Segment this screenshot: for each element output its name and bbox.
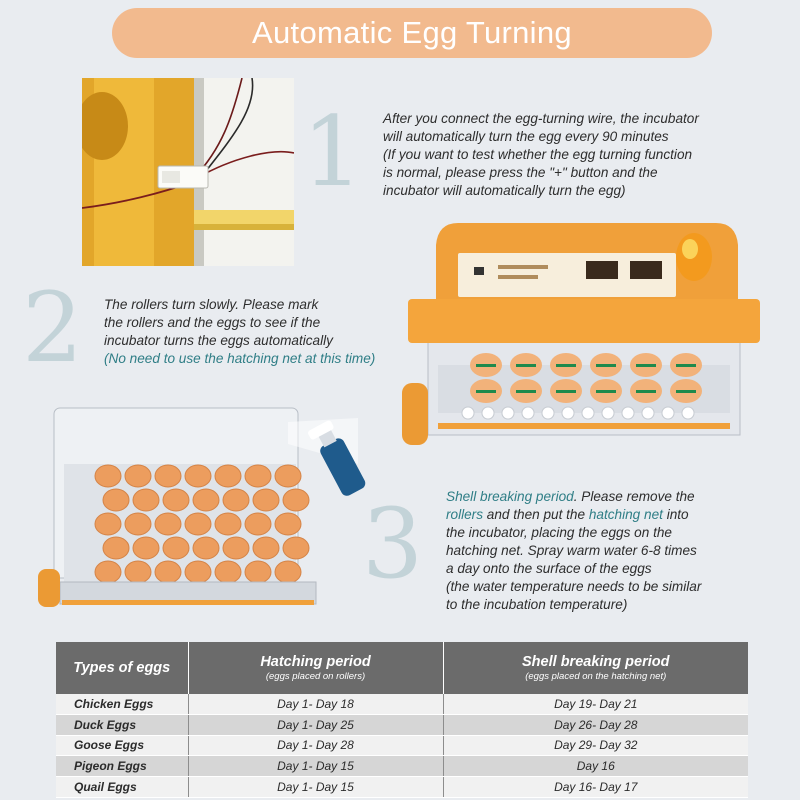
step-1-text: [383, 110, 699, 200]
egg-mark: [636, 364, 656, 367]
egg-mark: [676, 390, 696, 393]
egg-shape: [253, 489, 279, 511]
egg-shape: [193, 537, 219, 559]
table-row: [56, 735, 748, 756]
table-row: [56, 777, 748, 798]
egg-mark: [476, 364, 496, 367]
egg-mark: [676, 364, 696, 367]
egg-shape: [155, 465, 181, 487]
shell-cell: Day 19- Day 21: [443, 694, 748, 714]
egg-shape: [163, 537, 189, 559]
egg-shape: [125, 513, 151, 535]
egg-shape: [215, 513, 241, 535]
egg-shape: [125, 561, 151, 583]
egg-shape: [253, 537, 279, 559]
egg-shape: [133, 537, 159, 559]
egg-mark: [516, 390, 536, 393]
egg-shape: [103, 537, 129, 559]
egg-shape: [283, 537, 309, 559]
egg-mark: [476, 390, 496, 393]
column-header-hatching: [188, 642, 443, 694]
egg-mark: [636, 390, 656, 393]
egg-shape: [193, 489, 219, 511]
step-1-line: After you connect the egg-turning wire, the incubator: [383, 111, 699, 126]
egg-mark: [556, 364, 576, 367]
header-sublabel: (eggs placed on the hatching net): [525, 671, 667, 682]
roller-gear: [482, 407, 494, 419]
wire-connector-photo: [82, 78, 294, 266]
egg-shape: [215, 561, 241, 583]
egg-shape: [163, 489, 189, 511]
table-header-row: [56, 642, 748, 694]
incubator-rollers-photo: [398, 215, 770, 447]
step-2-note: (No need to use the hatching net at this time): [104, 351, 376, 366]
egg-mark: [556, 390, 576, 393]
egg-shape: [155, 561, 181, 583]
egg-shape: [185, 561, 211, 583]
roller-gear: [502, 407, 514, 419]
step-1-line: will automatically turn the egg every 90 minutes: [383, 129, 669, 144]
egg-shape: [95, 561, 121, 583]
step-3-line: the incubator, placing the eggs on the: [446, 525, 672, 540]
egg-shape: [95, 513, 121, 535]
step-3-line: [446, 488, 701, 506]
step-1-line: incubator will automatically turn the egg): [383, 183, 626, 198]
step-3-line: hatching net. Spray warm water 6-8 times: [446, 543, 697, 558]
header-label: Shell breaking period: [522, 654, 670, 670]
egg-mark: [516, 364, 536, 367]
egg-shape: [155, 513, 181, 535]
egg-shape: [103, 489, 129, 511]
step-2-text: [104, 296, 375, 368]
roller-gear: [462, 407, 474, 419]
egg-type-cell: Pigeon Eggs: [56, 756, 188, 777]
egg-shape: [223, 537, 249, 559]
shell-cell: Day 16- Day 17: [443, 777, 748, 798]
step-2-line: The rollers turn slowly. Please mark: [104, 297, 319, 312]
egg-shape: [245, 561, 271, 583]
step-3-fragment: . Please remove the: [573, 489, 695, 504]
step-3-line: [446, 506, 701, 524]
egg-shape: [283, 489, 309, 511]
hatching-cell: Day 1- Day 18: [188, 694, 443, 714]
egg-shape: [245, 513, 271, 535]
egg-type-cell: Goose Eggs: [56, 735, 188, 756]
hatching-cell: Day 1- Day 28: [188, 735, 443, 756]
egg-shape: [275, 465, 301, 487]
egg-period-table: [56, 642, 748, 798]
shell-cell: Day 29- Day 32: [443, 735, 748, 756]
egg-type-cell: Quail Eggs: [56, 777, 188, 798]
roller-gear: [522, 407, 534, 419]
roller-gear: [622, 407, 634, 419]
egg-mark: [596, 364, 616, 367]
step-3-fragment: and then put the: [483, 507, 589, 522]
step-3-number: 3: [362, 488, 424, 600]
roller-gear: [602, 407, 614, 419]
egg-shape: [215, 465, 241, 487]
header-sublabel: (eggs placed on rollers): [265, 671, 366, 682]
roller-gear: [582, 407, 594, 419]
step-3-line: a day onto the surface of the eggs: [446, 561, 652, 576]
hatching-net-label: hatching net: [588, 507, 663, 522]
rollers-label: rollers: [446, 507, 484, 522]
incubator-spray-photo: [38, 404, 372, 616]
egg-shape: [245, 465, 271, 487]
egg-shape: [185, 465, 211, 487]
egg-shape: [185, 513, 211, 535]
egg-type-cell: Duck Eggs: [56, 714, 188, 735]
hatching-cell: Day 1- Day 15: [188, 756, 443, 777]
step-2-number: 2: [22, 272, 84, 384]
roller-gear: [562, 407, 574, 419]
egg-shape: [275, 561, 301, 583]
step-2-line: incubator turns the eggs automatically: [104, 333, 333, 348]
table-row: [56, 756, 748, 777]
step-3-line: (the water temperature needs to be similar: [446, 579, 702, 594]
step-1-number: 1: [302, 96, 364, 208]
shell-cell: Day 16: [443, 756, 748, 777]
roller-gear: [662, 407, 674, 419]
column-header-shell: [443, 642, 748, 694]
egg-shape: [133, 489, 159, 511]
roller-gear: [642, 407, 654, 419]
hatching-cell: Day 1- Day 25: [188, 714, 443, 735]
step-1-line: (If you want to test whether the egg turning function: [383, 147, 693, 162]
header-label: Types of eggs: [73, 660, 171, 676]
egg-shape: [223, 489, 249, 511]
shell-breaking-label: Shell breaking period: [446, 489, 574, 504]
egg-shape: [275, 513, 301, 535]
step-3-fragment: into: [662, 507, 689, 522]
column-header-type: [56, 642, 188, 694]
egg-shape: [95, 465, 121, 487]
egg-type-cell: Chicken Eggs: [56, 694, 188, 714]
title-banner: [112, 8, 712, 58]
table-row: [56, 714, 748, 735]
egg-shape: [125, 465, 151, 487]
roller-gear: [542, 407, 554, 419]
header-label: Hatching period: [260, 654, 371, 670]
step-3-text: [446, 488, 701, 614]
hatching-cell: Day 1- Day 15: [188, 777, 443, 798]
step-3-line: to the incubation temperature): [446, 597, 628, 612]
shell-cell: Day 26- Day 28: [443, 714, 748, 735]
roller-gear: [682, 407, 694, 419]
egg-mark: [596, 390, 616, 393]
page-title: Automatic Egg Turning: [252, 15, 572, 50]
step-1-line: is normal, please press the "+" button and the: [383, 165, 658, 180]
step-2-line: the rollers and the eggs to see if the: [104, 315, 321, 330]
table-row: [56, 694, 748, 714]
